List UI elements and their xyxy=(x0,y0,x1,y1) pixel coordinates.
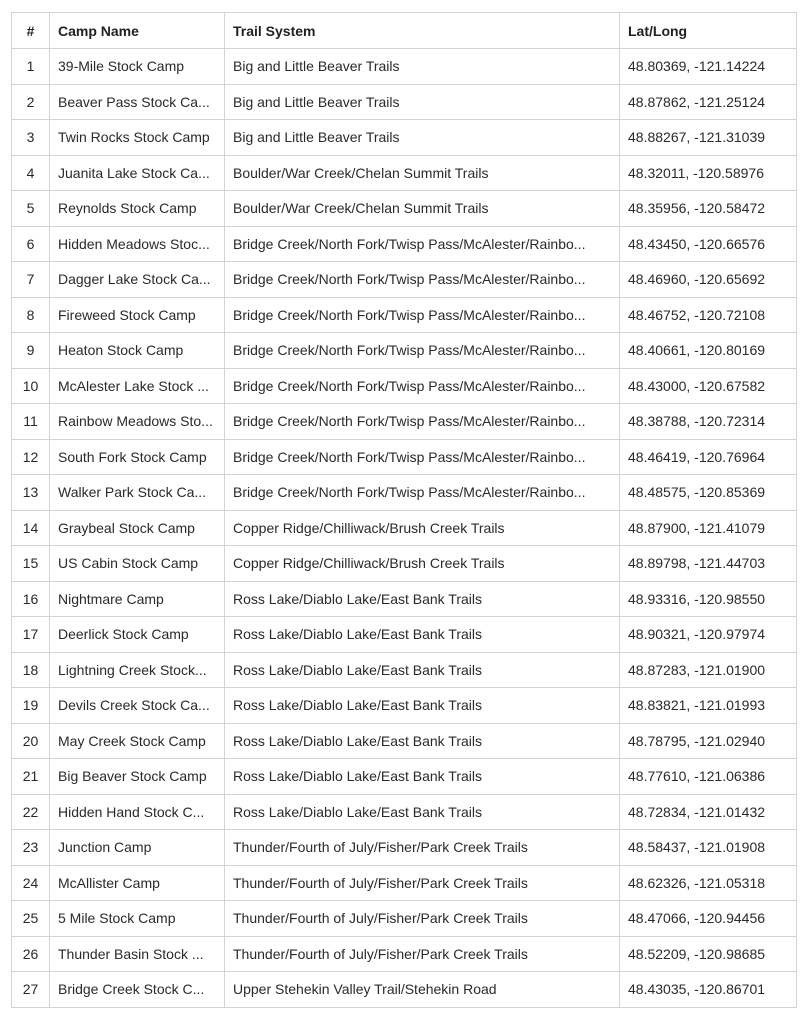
cell-lat-long: 48.40661, -120.80169 xyxy=(620,333,797,369)
header-trail-system[interactable]: Trail System xyxy=(225,13,620,49)
table-row[interactable] xyxy=(12,404,797,440)
cell-trail-system: Bridge Creek/North Fork/Twisp Pass/McAlester/Rainbo... xyxy=(225,333,620,369)
cell-lat-long: 48.89798, -121.44703 xyxy=(620,546,797,582)
header-camp-name[interactable]: Camp Name xyxy=(50,13,225,49)
table-row[interactable] xyxy=(12,546,797,582)
cell-lat-long: 48.46419, -120.76964 xyxy=(620,439,797,475)
cell-lat-long: 48.87283, -121.01900 xyxy=(620,652,797,688)
cell-number: 2 xyxy=(12,84,50,120)
table-row[interactable] xyxy=(12,439,797,475)
cell-number: 11 xyxy=(12,404,50,440)
cell-trail-system: Upper Stehekin Valley Trail/Stehekin Road xyxy=(225,972,620,1008)
cell-number: 25 xyxy=(12,901,50,937)
table-row[interactable] xyxy=(12,49,797,85)
cell-number: 4 xyxy=(12,155,50,191)
table-header-row xyxy=(12,13,797,49)
cell-camp-name: 5 Mile Stock Camp xyxy=(50,901,225,937)
cell-camp-name: Juanita Lake Stock Ca... xyxy=(50,155,225,191)
cell-camp-name: Nightmare Camp xyxy=(50,581,225,617)
cell-camp-name: Hidden Hand Stock C... xyxy=(50,794,225,830)
cell-lat-long: 48.58437, -121.01908 xyxy=(620,830,797,866)
cell-camp-name: Deerlick Stock Camp xyxy=(50,617,225,653)
cell-trail-system: Boulder/War Creek/Chelan Summit Trails xyxy=(225,155,620,191)
cell-lat-long: 48.43450, -120.66576 xyxy=(620,226,797,262)
cell-number: 5 xyxy=(12,191,50,227)
cell-number: 14 xyxy=(12,510,50,546)
cell-lat-long: 48.93316, -120.98550 xyxy=(620,581,797,617)
table-row[interactable] xyxy=(12,120,797,156)
table-row[interactable] xyxy=(12,652,797,688)
cell-camp-name: Fireweed Stock Camp xyxy=(50,297,225,333)
cell-camp-name: Thunder Basin Stock ... xyxy=(50,936,225,972)
cell-camp-name: Dagger Lake Stock Ca... xyxy=(50,262,225,298)
cell-number: 9 xyxy=(12,333,50,369)
cell-number: 1 xyxy=(12,49,50,85)
cell-trail-system: Thunder/Fourth of July/Fisher/Park Creek Trails xyxy=(225,936,620,972)
table-row[interactable] xyxy=(12,226,797,262)
cell-camp-name: Bridge Creek Stock C... xyxy=(50,972,225,1008)
cell-trail-system: Ross Lake/Diablo Lake/East Bank Trails xyxy=(225,723,620,759)
cell-lat-long: 48.47066, -120.94456 xyxy=(620,901,797,937)
table-row[interactable] xyxy=(12,297,797,333)
cell-trail-system: Big and Little Beaver Trails xyxy=(225,120,620,156)
cell-trail-system: Ross Lake/Diablo Lake/East Bank Trails xyxy=(225,581,620,617)
cell-camp-name: Lightning Creek Stock... xyxy=(50,652,225,688)
cell-trail-system: Bridge Creek/North Fork/Twisp Pass/McAlester/Rainbo... xyxy=(225,297,620,333)
table-row[interactable] xyxy=(12,368,797,404)
cell-number: 13 xyxy=(12,475,50,511)
cell-lat-long: 48.46752, -120.72108 xyxy=(620,297,797,333)
cell-lat-long: 48.46960, -120.65692 xyxy=(620,262,797,298)
table-row[interactable] xyxy=(12,688,797,724)
cell-trail-system: Ross Lake/Diablo Lake/East Bank Trails xyxy=(225,617,620,653)
cell-camp-name: US Cabin Stock Camp xyxy=(50,546,225,582)
cell-number: 27 xyxy=(12,972,50,1008)
stock-camps-table xyxy=(11,12,797,1008)
cell-trail-system: Copper Ridge/Chilliwack/Brush Creek Trails xyxy=(225,510,620,546)
cell-number: 3 xyxy=(12,120,50,156)
cell-lat-long: 48.78795, -121.02940 xyxy=(620,723,797,759)
cell-trail-system: Ross Lake/Diablo Lake/East Bank Trails xyxy=(225,759,620,795)
cell-camp-name: 39-Mile Stock Camp xyxy=(50,49,225,85)
table-row[interactable] xyxy=(12,723,797,759)
cell-lat-long: 48.80369, -121.14224 xyxy=(620,49,797,85)
cell-lat-long: 48.77610, -121.06386 xyxy=(620,759,797,795)
cell-lat-long: 48.48575, -120.85369 xyxy=(620,475,797,511)
cell-trail-system: Bridge Creek/North Fork/Twisp Pass/McAlester/Rainbo... xyxy=(225,226,620,262)
cell-number: 8 xyxy=(12,297,50,333)
cell-camp-name: Rainbow Meadows Sto... xyxy=(50,404,225,440)
cell-trail-system: Big and Little Beaver Trails xyxy=(225,49,620,85)
table-row[interactable] xyxy=(12,972,797,1008)
cell-number: 22 xyxy=(12,794,50,830)
table-body xyxy=(12,49,797,1008)
cell-camp-name: Graybeal Stock Camp xyxy=(50,510,225,546)
table-row[interactable] xyxy=(12,830,797,866)
table-row[interactable] xyxy=(12,84,797,120)
cell-number: 26 xyxy=(12,936,50,972)
cell-number: 20 xyxy=(12,723,50,759)
cell-trail-system: Bridge Creek/North Fork/Twisp Pass/McAlester/Rainbo... xyxy=(225,262,620,298)
cell-number: 21 xyxy=(12,759,50,795)
cell-lat-long: 48.35956, -120.58472 xyxy=(620,191,797,227)
table-row[interactable] xyxy=(12,262,797,298)
table-row[interactable] xyxy=(12,581,797,617)
cell-camp-name: Devils Creek Stock Ca... xyxy=(50,688,225,724)
cell-trail-system: Ross Lake/Diablo Lake/East Bank Trails xyxy=(225,688,620,724)
cell-camp-name: Walker Park Stock Ca... xyxy=(50,475,225,511)
table-row[interactable] xyxy=(12,333,797,369)
cell-lat-long: 48.38788, -120.72314 xyxy=(620,404,797,440)
table-row[interactable] xyxy=(12,901,797,937)
table-row[interactable] xyxy=(12,475,797,511)
table-row[interactable] xyxy=(12,865,797,901)
cell-number: 10 xyxy=(12,368,50,404)
table-row[interactable] xyxy=(12,759,797,795)
table-row[interactable] xyxy=(12,510,797,546)
cell-lat-long: 48.43035, -120.86701 xyxy=(620,972,797,1008)
table-row[interactable] xyxy=(12,617,797,653)
cell-lat-long: 48.52209, -120.98685 xyxy=(620,936,797,972)
cell-camp-name: Junction Camp xyxy=(50,830,225,866)
cell-trail-system: Thunder/Fourth of July/Fisher/Park Creek Trails xyxy=(225,865,620,901)
cell-camp-name: Heaton Stock Camp xyxy=(50,333,225,369)
cell-camp-name: Beaver Pass Stock Ca... xyxy=(50,84,225,120)
table-row[interactable] xyxy=(12,191,797,227)
cell-lat-long: 48.72834, -121.01432 xyxy=(620,794,797,830)
cell-lat-long: 48.83821, -121.01993 xyxy=(620,688,797,724)
cell-camp-name: South Fork Stock Camp xyxy=(50,439,225,475)
cell-trail-system: Bridge Creek/North Fork/Twisp Pass/McAlester/Rainbo... xyxy=(225,439,620,475)
table-row[interactable] xyxy=(12,794,797,830)
cell-number: 12 xyxy=(12,439,50,475)
cell-lat-long: 48.43000, -120.67582 xyxy=(620,368,797,404)
header-lat-long[interactable]: Lat/Long xyxy=(620,13,797,49)
cell-trail-system: Copper Ridge/Chilliwack/Brush Creek Trails xyxy=(225,546,620,582)
cell-lat-long: 48.87900, -121.41079 xyxy=(620,510,797,546)
cell-camp-name: Reynolds Stock Camp xyxy=(50,191,225,227)
cell-number: 19 xyxy=(12,688,50,724)
cell-number: 18 xyxy=(12,652,50,688)
table-row[interactable] xyxy=(12,155,797,191)
cell-trail-system: Bridge Creek/North Fork/Twisp Pass/McAlester/Rainbo... xyxy=(225,475,620,511)
cell-lat-long: 48.62326, -121.05318 xyxy=(620,865,797,901)
cell-lat-long: 48.32011, -120.58976 xyxy=(620,155,797,191)
cell-camp-name: Hidden Meadows Stoc... xyxy=(50,226,225,262)
table-container xyxy=(11,12,797,1008)
cell-trail-system: Big and Little Beaver Trails xyxy=(225,84,620,120)
cell-trail-system: Bridge Creek/North Fork/Twisp Pass/McAlester/Rainbo... xyxy=(225,404,620,440)
cell-number: 7 xyxy=(12,262,50,298)
cell-trail-system: Thunder/Fourth of July/Fisher/Park Creek Trails xyxy=(225,901,620,937)
cell-camp-name: Twin Rocks Stock Camp xyxy=(50,120,225,156)
cell-trail-system: Ross Lake/Diablo Lake/East Bank Trails xyxy=(225,652,620,688)
cell-trail-system: Ross Lake/Diablo Lake/East Bank Trails xyxy=(225,794,620,830)
cell-lat-long: 48.90321, -120.97974 xyxy=(620,617,797,653)
cell-trail-system: Bridge Creek/North Fork/Twisp Pass/McAlester/Rainbo... xyxy=(225,368,620,404)
cell-number: 23 xyxy=(12,830,50,866)
cell-lat-long: 48.87862, -121.25124 xyxy=(620,84,797,120)
cell-lat-long: 48.88267, -121.31039 xyxy=(620,120,797,156)
cell-camp-name: Big Beaver Stock Camp xyxy=(50,759,225,795)
cell-number: 6 xyxy=(12,226,50,262)
cell-number: 16 xyxy=(12,581,50,617)
cell-trail-system: Thunder/Fourth of July/Fisher/Park Creek Trails xyxy=(225,830,620,866)
cell-number: 15 xyxy=(12,546,50,582)
cell-number: 17 xyxy=(12,617,50,653)
cell-camp-name: McAlester Lake Stock ... xyxy=(50,368,225,404)
header-number[interactable]: # xyxy=(12,13,50,49)
cell-trail-system: Boulder/War Creek/Chelan Summit Trails xyxy=(225,191,620,227)
table-row[interactable] xyxy=(12,936,797,972)
cell-camp-name: McAllister Camp xyxy=(50,865,225,901)
cell-number: 24 xyxy=(12,865,50,901)
cell-camp-name: May Creek Stock Camp xyxy=(50,723,225,759)
